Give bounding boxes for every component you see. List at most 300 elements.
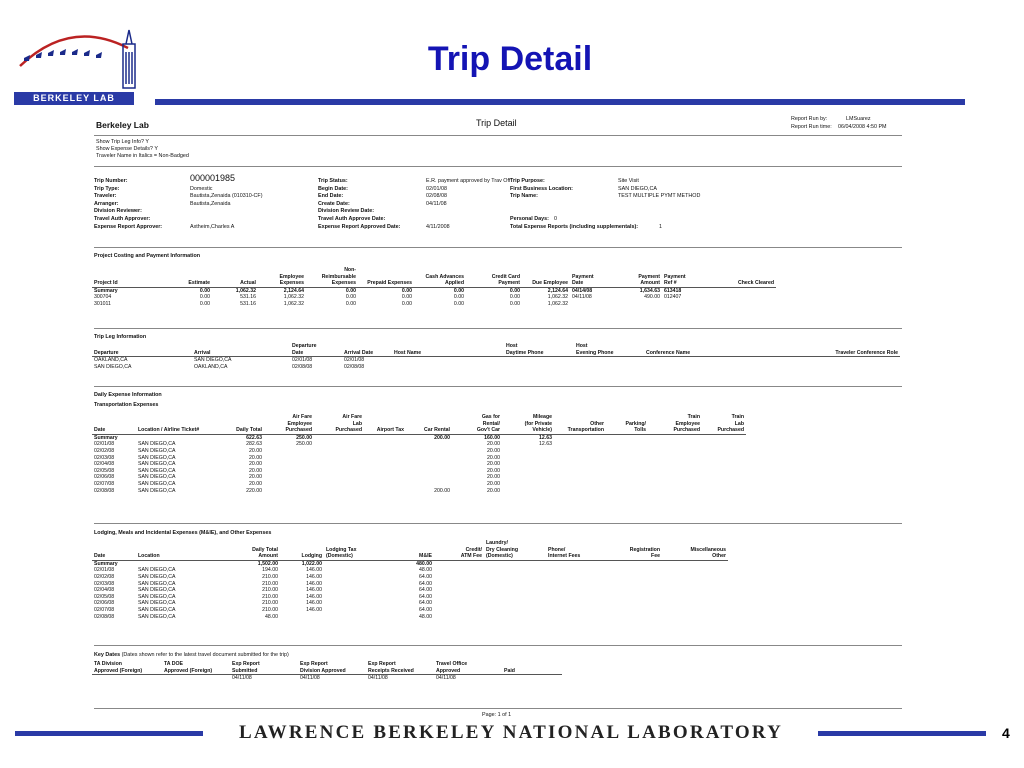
cell-train-employee <box>648 441 702 448</box>
cell-laundry <box>484 594 546 601</box>
cell-lodging: 146.00 <box>306 580 322 587</box>
cell-atm-fee <box>434 614 484 621</box>
cell-registration <box>610 581 662 588</box>
cell-submitted: 04/11/08 <box>232 675 252 682</box>
trip-field-label: Arranger: <box>94 200 119 207</box>
cell-receipts-received: 04/11/08 <box>368 675 388 682</box>
cell-phone <box>546 607 610 614</box>
cell-non-reimbursable: 0.00 <box>345 300 356 307</box>
cell-conference-name <box>644 357 770 364</box>
cell-check-cleared <box>690 301 776 308</box>
column-header-lodging-tax: Lodging Tax (Domestic) <box>324 540 394 560</box>
cell-date: 02/08/08 <box>94 487 115 494</box>
column-header-arrival: Arrival <box>192 343 290 357</box>
cell-check-cleared <box>690 294 776 301</box>
trip-field-label: Expense Report Approver: <box>94 223 163 230</box>
cell-host-evening-phone <box>574 357 644 364</box>
trip-field-label: Division Review Date: <box>318 208 375 215</box>
cell-airport-tax <box>364 455 406 462</box>
column-header-host-evening-phone: Host Evening Phone <box>574 343 644 357</box>
trip-field-label: Create Date: <box>318 200 350 207</box>
column-header-air-fare-lab: Air Fare Lab Purchased <box>314 414 364 434</box>
cell-ta-doe <box>162 675 230 682</box>
cell-check-cleared <box>690 287 776 294</box>
column-header-airport-tax: Airport Tax <box>364 414 406 434</box>
trip-field-value: Domestic <box>190 185 213 192</box>
cell-phone <box>546 574 610 581</box>
cell-gas: 20.00 <box>487 487 500 494</box>
column-header-actual: Actual <box>212 267 258 287</box>
report-options <box>96 139 189 161</box>
costing-heading: Project Costing and Payment Information <box>94 253 201 259</box>
cell-train-employee <box>648 481 702 488</box>
cell-train-employee <box>648 488 702 495</box>
cell-payment-amount: 490.00 <box>644 294 660 301</box>
column-header-mileage: Mileage (for Private Vehicle) <box>502 414 554 434</box>
footer-rule-right <box>818 731 986 736</box>
cell-location: SAN DIEGO,CA <box>138 441 176 448</box>
cell-cash-advances: 0.00 <box>453 294 464 301</box>
cell-airport-tax <box>364 468 406 475</box>
cell-daily-total: 194.00 <box>262 567 278 574</box>
cell-parking <box>606 441 648 448</box>
cell-mie: 64.00 <box>419 606 432 613</box>
trip-field-value: TEST MULTIPLE PYMT METHOD <box>618 193 701 200</box>
cell-parking <box>606 461 648 468</box>
cell-car-rental <box>406 455 452 462</box>
cell-location: SAN DIEGO,CA <box>138 593 176 600</box>
cell-train-lab <box>702 448 746 455</box>
cell-registration <box>610 600 662 607</box>
daily-table <box>92 414 746 494</box>
cell-lodging-tax <box>324 600 394 607</box>
cell-prepaid: 0.00 <box>401 287 412 294</box>
cell-host-evening-phone <box>574 364 644 371</box>
keydates-row <box>92 675 562 682</box>
cell-air-fare-lab <box>314 488 364 495</box>
cell-daily-total: 20.00 <box>249 447 262 454</box>
column-header-ta-doe: TA DOE Approved (Foreign) <box>162 661 230 675</box>
trip-field-value: 02/08/08 <box>426 193 447 200</box>
trip-field-label: Travel Auth Approve Date: <box>318 216 386 222</box>
cell-registration <box>610 607 662 614</box>
cell-atm-fee <box>434 560 484 567</box>
cell-phone <box>546 587 610 594</box>
column-header-credit-card: Credit Card Payment <box>466 267 522 287</box>
cell-phone <box>546 600 610 607</box>
cell-credit-card: 0.00 <box>509 287 520 294</box>
cell-conference-name <box>644 364 770 371</box>
cell-misc-other <box>662 600 728 607</box>
cell-mie: 64.00 <box>419 593 432 600</box>
cell-location: SAN DIEGO,CA <box>138 467 176 474</box>
lodging-row <box>92 607 728 614</box>
cell-actual: 531.16 <box>240 300 256 307</box>
trip-field-value: Axtheim,Charles A <box>190 223 235 230</box>
cell-lodging <box>280 614 324 621</box>
daily-header-row <box>92 414 746 434</box>
costing-header-row <box>92 267 776 287</box>
slide-page-number: 4 <box>1002 725 1010 741</box>
cell-airport-tax <box>364 434 406 441</box>
cell-phone <box>546 581 610 588</box>
cell-date: 02/02/08 <box>94 573 115 580</box>
legs-heading: Trip Leg Information <box>94 334 147 340</box>
cell-mileage <box>502 461 554 468</box>
cell-gas: 20.00 <box>487 480 500 487</box>
trip-field-label: Trip Name: <box>510 193 538 200</box>
cell-airport-tax <box>364 448 406 455</box>
column-header-paid: Paid <box>502 661 562 675</box>
cell-date: 02/08/08 <box>94 613 115 620</box>
cell-location: SAN DIEGO,CA <box>138 573 176 580</box>
cell-lodging-tax <box>324 614 394 621</box>
run-by-label: Report Run by: <box>791 116 828 122</box>
trip-field-label: Trip Type: <box>94 185 120 192</box>
cell-date: Summary <box>94 434 118 441</box>
cell-location: SAN DIEGO,CA <box>138 613 176 620</box>
cell-payment-date <box>570 301 610 308</box>
trip-leg-row <box>92 357 900 364</box>
cell-airport-tax <box>364 481 406 488</box>
cell-cash-advances: 0.00 <box>453 287 464 294</box>
column-header-other-transport: Other Transportation <box>554 414 606 434</box>
cell-laundry <box>484 567 546 574</box>
cell-lodging-tax <box>324 560 394 567</box>
cell-departure: SAN DIEGO,CA <box>94 363 132 370</box>
transport-row <box>92 481 746 488</box>
cell-lodging: 146.00 <box>306 573 322 580</box>
transport-row <box>92 441 746 448</box>
keydates-header-row <box>92 661 562 675</box>
column-header-host-daytime-phone: Host Daytime Phone <box>504 343 574 357</box>
cell-registration <box>610 560 662 567</box>
cell-lodging-tax <box>324 574 394 581</box>
costing-row <box>92 301 776 308</box>
cell-mileage <box>502 448 554 455</box>
trip-field-value: 000001985 <box>190 173 236 183</box>
daily-heading: Daily Expense Information <box>94 392 162 398</box>
cell-other-transport <box>554 474 606 481</box>
cell-train-lab <box>702 488 746 495</box>
cell-date: 02/05/08 <box>94 467 115 474</box>
costing-row <box>92 294 776 301</box>
cell-mie: 480.00 <box>416 560 432 567</box>
cell-host-name <box>392 364 504 371</box>
cell-date: 02/05/08 <box>94 593 115 600</box>
column-header-estimate: Estimate <box>170 267 212 287</box>
cell-train-lab <box>702 441 746 448</box>
cell-mie: 48.00 <box>419 567 432 574</box>
cell-mileage <box>502 488 554 495</box>
cell-location: SAN DIEGO,CA <box>138 461 176 468</box>
logo-wordmark: BERKELEY LAB <box>14 92 134 105</box>
run-by-value: LMSuarez <box>846 116 871 122</box>
cell-other-transport <box>554 461 606 468</box>
footer-rule-left <box>15 731 203 736</box>
cell-payment-amount: 1,634.63 <box>639 287 660 294</box>
footer-lab-name: LAWRENCE BERKELEY NATIONAL LABORATORY <box>238 722 784 743</box>
cell-daily-total: 20.00 <box>249 467 262 474</box>
cell-gas: 20.00 <box>487 454 500 461</box>
cell-daily-total: 210.00 <box>262 580 278 587</box>
column-header-train-lab: Train Lab Purchased <box>702 414 746 434</box>
cell-gas: 20.00 <box>487 441 500 448</box>
cell-non-reimbursable: 0.00 <box>345 294 356 301</box>
cell-air-fare-lab <box>314 468 364 475</box>
report-document <box>80 112 920 722</box>
cell-car-rental <box>406 441 452 448</box>
cell-registration <box>610 574 662 581</box>
cell-payment-ref: 613418 <box>664 287 682 294</box>
cell-lodging: 146.00 <box>306 567 322 574</box>
cell-location: SAN DIEGO,CA <box>138 600 176 607</box>
column-header-parking: Parking/ Tolls <box>606 414 648 434</box>
cell-parking <box>606 434 648 441</box>
column-header-submitted: Exp Report Submitted <box>230 661 298 675</box>
column-header-cash-advances: Cash Advances Applied <box>414 267 466 287</box>
column-header-departure-date: Departure Date <box>290 343 342 357</box>
cell-phone <box>546 614 610 621</box>
trip-field-label: Total Expense Reports (including supplementals): <box>510 223 639 230</box>
lodging-row <box>92 594 728 601</box>
cell-date: 02/07/08 <box>94 480 115 487</box>
cell-parking <box>606 474 648 481</box>
keydates-table <box>92 661 562 682</box>
cell-air-fare-lab <box>314 461 364 468</box>
cell-air-fare-employee <box>264 468 314 475</box>
cell-conference-role <box>770 357 900 364</box>
cell-train-lab <box>702 461 746 468</box>
cell-gas: 20.00 <box>487 447 500 454</box>
cell-atm-fee <box>434 594 484 601</box>
trip-field-value: 0 <box>554 216 557 222</box>
cell-location: SAN DIEGO,CA <box>138 454 176 461</box>
cell-airport-tax <box>364 488 406 495</box>
cell-misc-other <box>662 614 728 621</box>
cell-lodging: 146.00 <box>306 587 322 594</box>
cell-credit-card: 0.00 <box>509 300 520 307</box>
cell-mileage <box>502 481 554 488</box>
cell-parking <box>606 455 648 462</box>
cell-air-fare-employee <box>264 461 314 468</box>
cell-date: 02/04/08 <box>94 587 115 594</box>
cell-date: 02/06/08 <box>94 600 115 607</box>
trip-field-value: SAN DIEGO,CA <box>618 185 657 192</box>
cell-date: Summary <box>94 560 118 567</box>
cell-laundry <box>484 600 546 607</box>
cell-payment-ref <box>662 301 690 308</box>
cell-location: SAN DIEGO,CA <box>138 474 176 481</box>
trip-field-value: 1 <box>659 223 662 230</box>
cell-misc-other <box>662 560 728 567</box>
cell-daily-total: 210.00 <box>262 573 278 580</box>
cell-date: 02/07/08 <box>94 606 115 613</box>
cell-misc-other <box>662 587 728 594</box>
cell-date: 02/03/08 <box>94 454 115 461</box>
cell-host-daytime-phone <box>504 357 574 364</box>
cell-other-transport <box>554 455 606 462</box>
cell-registration <box>610 614 662 621</box>
cell-arrival-date: 02/01/08 <box>344 357 365 364</box>
trip-field-label: Traveler: <box>94 193 117 200</box>
costing-table <box>92 267 776 308</box>
column-header-location: Location <box>136 540 224 560</box>
column-header-conference-role: Traveler Conference Role <box>770 343 900 357</box>
cell-train-lab <box>702 455 746 462</box>
column-header-payment-date: Payment Date <box>570 267 610 287</box>
report-option: Show Expense Details? Y <box>96 146 158 153</box>
cell-air-fare-lab <box>314 448 364 455</box>
cell-atm-fee <box>434 600 484 607</box>
keydates-heading: Key Dates <box>94 652 121 658</box>
cell-departure-date: 02/08/08 <box>292 363 313 370</box>
legs-table <box>92 343 900 370</box>
cell-air-fare-employee <box>264 448 314 455</box>
column-header-atm-fee: Credit/ ATM Fee <box>434 540 484 560</box>
cell-daily-total: 210.00 <box>262 600 278 607</box>
cell-location: SAN DIEGO,CA <box>138 587 176 594</box>
keydates-title <box>94 652 289 659</box>
lodging-heading: Lodging, Meals and Incidental Expenses (M&IE), and Other Expenses <box>94 530 272 536</box>
cell-daily-total: 210.00 <box>262 593 278 600</box>
trip-field-value: Site Visit <box>618 178 639 184</box>
transport-row <box>92 488 746 495</box>
column-header-receipts-received: Exp Report Receipts Received <box>366 661 434 675</box>
cell-location <box>136 560 224 567</box>
column-header-daily-total: Daily Total <box>220 414 264 434</box>
cell-project-id: 301011 <box>94 300 111 307</box>
cell-phone <box>546 567 610 574</box>
cell-air-fare-employee <box>264 474 314 481</box>
column-header-mie: M&IE <box>394 540 434 560</box>
cell-date: 02/01/08 <box>94 441 115 448</box>
transport-row <box>92 448 746 455</box>
cell-prepaid: 0.00 <box>401 294 412 301</box>
cell-mie: 64.00 <box>419 573 432 580</box>
cell-train-employee <box>648 468 702 475</box>
column-header-non-reimbursable: Non- Reimbursable Expenses <box>306 267 358 287</box>
cell-train-employee <box>648 455 702 462</box>
lodging-table <box>92 540 728 620</box>
column-header-registration: Registration Fee <box>610 540 662 560</box>
report-title: Trip Detail <box>476 118 517 128</box>
cell-train-employee <box>648 474 702 481</box>
cell-train-employee <box>648 434 702 441</box>
cell-lodging-tax <box>324 567 394 574</box>
cell-arrival: SAN DIEGO,CA <box>194 357 232 364</box>
cell-daily-total: 20.00 <box>249 480 262 487</box>
cell-mie: 48.00 <box>419 613 432 620</box>
column-header-daily-total: Daily Total Amount <box>224 540 280 560</box>
lodging-header-row <box>92 540 728 560</box>
cell-date: 02/03/08 <box>94 580 115 587</box>
cell-location <box>136 434 220 441</box>
cell-non-reimbursable: 0.00 <box>345 287 356 294</box>
cell-location: SAN DIEGO,CA <box>138 480 176 487</box>
keydates-note: (Dates shown refer to the latest travel document submitted for the trip) <box>121 652 289 658</box>
cell-air-fare-lab <box>314 434 364 441</box>
cell-phone <box>546 594 610 601</box>
cell-train-lab <box>702 468 746 475</box>
cell-ta-division <box>92 675 162 682</box>
cell-atm-fee <box>434 607 484 614</box>
transport-row <box>92 434 746 441</box>
cell-host-name <box>392 357 504 364</box>
cell-other-transport <box>554 441 606 448</box>
cell-lodging: 146.00 <box>306 600 322 607</box>
cell-registration <box>610 587 662 594</box>
cell-train-employee <box>648 448 702 455</box>
column-header-lodging: Lodging <box>280 540 324 560</box>
column-header-payment-ref: Payment Ref # <box>662 267 690 287</box>
cell-location: SAN DIEGO,CA <box>138 580 176 587</box>
cell-air-fare-lab <box>314 481 364 488</box>
cell-departure: OAKLAND,CA <box>94 357 128 364</box>
cell-misc-other <box>662 594 728 601</box>
column-header-misc-other: Miscellaneous Other <box>662 540 728 560</box>
trip-field-label: Trip Number: <box>94 178 128 184</box>
column-header-due-employee: Due Employee <box>522 267 570 287</box>
cell-daily-total: 220.00 <box>246 487 262 494</box>
transport-row <box>92 461 746 468</box>
cell-lodging-tax <box>324 581 394 588</box>
cell-air-fare-lab <box>314 455 364 462</box>
cell-gas: 20.00 <box>487 467 500 474</box>
trip-field-value: 04/11/08 <box>426 200 447 207</box>
cell-car-rental: 200.00 <box>434 434 450 441</box>
column-header-location: Location / Airline Ticket# <box>136 414 220 434</box>
cell-employee-expenses: 1,062.32 <box>283 300 304 307</box>
transport-row <box>92 455 746 462</box>
cell-departure-date: 02/01/08 <box>292 357 313 364</box>
cell-atm-fee <box>434 567 484 574</box>
cell-payment-amount <box>610 301 662 308</box>
column-header-prepaid: Prepaid Expenses <box>358 267 414 287</box>
column-header-conference-name: Conference Name <box>644 343 770 357</box>
cell-payment-date: 04/11/08 <box>572 294 592 301</box>
cell-payment-ref: 012407 <box>664 294 682 301</box>
cell-actual: 1,062.32 <box>235 287 256 294</box>
cell-atm-fee <box>434 581 484 588</box>
trip-field-label: Expense Report Approved Date: <box>318 223 401 230</box>
column-header-laundry: Laundry/ Dry Cleaning (Domestic) <box>484 540 546 560</box>
column-header-project-id: Project Id <box>92 267 170 287</box>
cell-misc-other <box>662 574 728 581</box>
cell-arrival-date: 02/08/08 <box>344 363 365 370</box>
cell-air-fare-employee <box>264 481 314 488</box>
trip-field-value: Bautista,Zenaida <box>190 200 231 207</box>
transport-row <box>92 474 746 481</box>
cell-conference-role <box>770 364 900 371</box>
transport-subheading: Transportation Expenses <box>94 402 159 408</box>
column-header-division-approved: Exp Report Division Approved <box>298 661 366 675</box>
column-header-payment-amount: Payment Amount <box>610 267 662 287</box>
slide-title: Trip Detail <box>427 40 593 78</box>
cell-travel-office: 04/11/08 <box>436 675 456 682</box>
report-option: Show Trip Leg Info? Y <box>96 139 149 145</box>
cell-laundry <box>484 607 546 614</box>
column-header-date: Date <box>92 540 136 560</box>
cell-airport-tax <box>364 474 406 481</box>
cell-location: SAN DIEGO,CA <box>138 487 176 494</box>
cell-lodging: 146.00 <box>306 606 322 613</box>
lodging-row <box>92 560 728 567</box>
cell-lodging: 146.00 <box>306 593 322 600</box>
cell-daily-total: 210.00 <box>262 587 278 594</box>
cell-arrival: OAKLAND,CA <box>194 363 228 370</box>
cell-laundry <box>484 560 546 567</box>
